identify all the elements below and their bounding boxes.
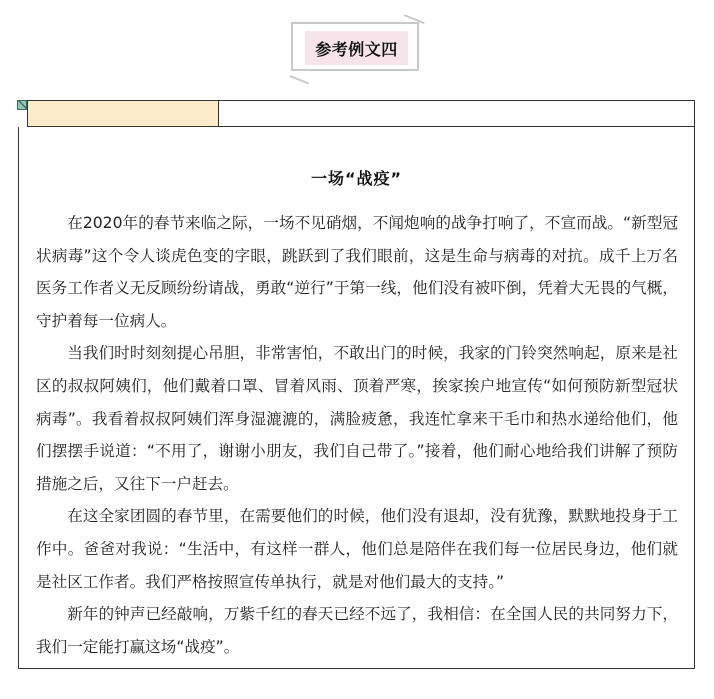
- header-tab: [28, 101, 219, 126]
- pencil-note-icon: [17, 100, 27, 110]
- essay-paragraph: 在2020年的春节来临之际，一场不见硝烟，不闻炮响的战争打响了，不宣而战。“新型冠状病毒”这个令人谈虎色变的字眼，跳跃到了我们眼前，这是生命与病毒的对抗。成千上万名医务工作者义无反顾纷纷请战，勇敢“逆行”于第一线，他们没有被吓倒，凭着大无畏的气概，守护着每一位病人。: [36, 214, 678, 330]
- essay-paragraph: 当我们时时刻刻提心吊胆，非常害怕，不敢出门的时候，我家的门铃突然响起，原来是社区的叔叔阿姨们，他们戴着口罩、冒着风雨、顶着严寒，挨家挨户地宣传“如何预防新型冠状病毒”。我看着叔叔阿姨们浑身湿漉漉的，满脸疲惫，我连忙拿来干毛巾和热水递给他们，他们摆摆手说道：“不用了，谢谢小朋友，我们自己带了。”接着，他们耐心地给我们讲解了预防措施之后，又往下一户赶去。: [36, 344, 678, 493]
- essay-box: [18, 127, 695, 669]
- essay-title: 一场“战疫”: [310, 169, 403, 188]
- section-badge: 参考例文四: [305, 31, 408, 65]
- badge-decoration-line: [290, 75, 309, 84]
- header-bar: [27, 100, 695, 127]
- essay-paragraph: 新年的钟声已经敲响，万紫千红的春天已经不远了，我相信：在全国人民的共同努力下，我们一定能打赢这场“战疫”。: [36, 605, 678, 656]
- essay-paragraph: 在这全家团圆的春节里，在需要他们的时候，他们没有退却，没有犹豫，默默地投身于工作中。爸爸对我说：“生活中，有这样一群人，他们总是陪伴在我们每一位居民身边，他们就是社区工作者。我们严格按照宣传单执行，就是对他们最大的支持。”: [36, 507, 678, 591]
- essay-body: [36, 207, 678, 663]
